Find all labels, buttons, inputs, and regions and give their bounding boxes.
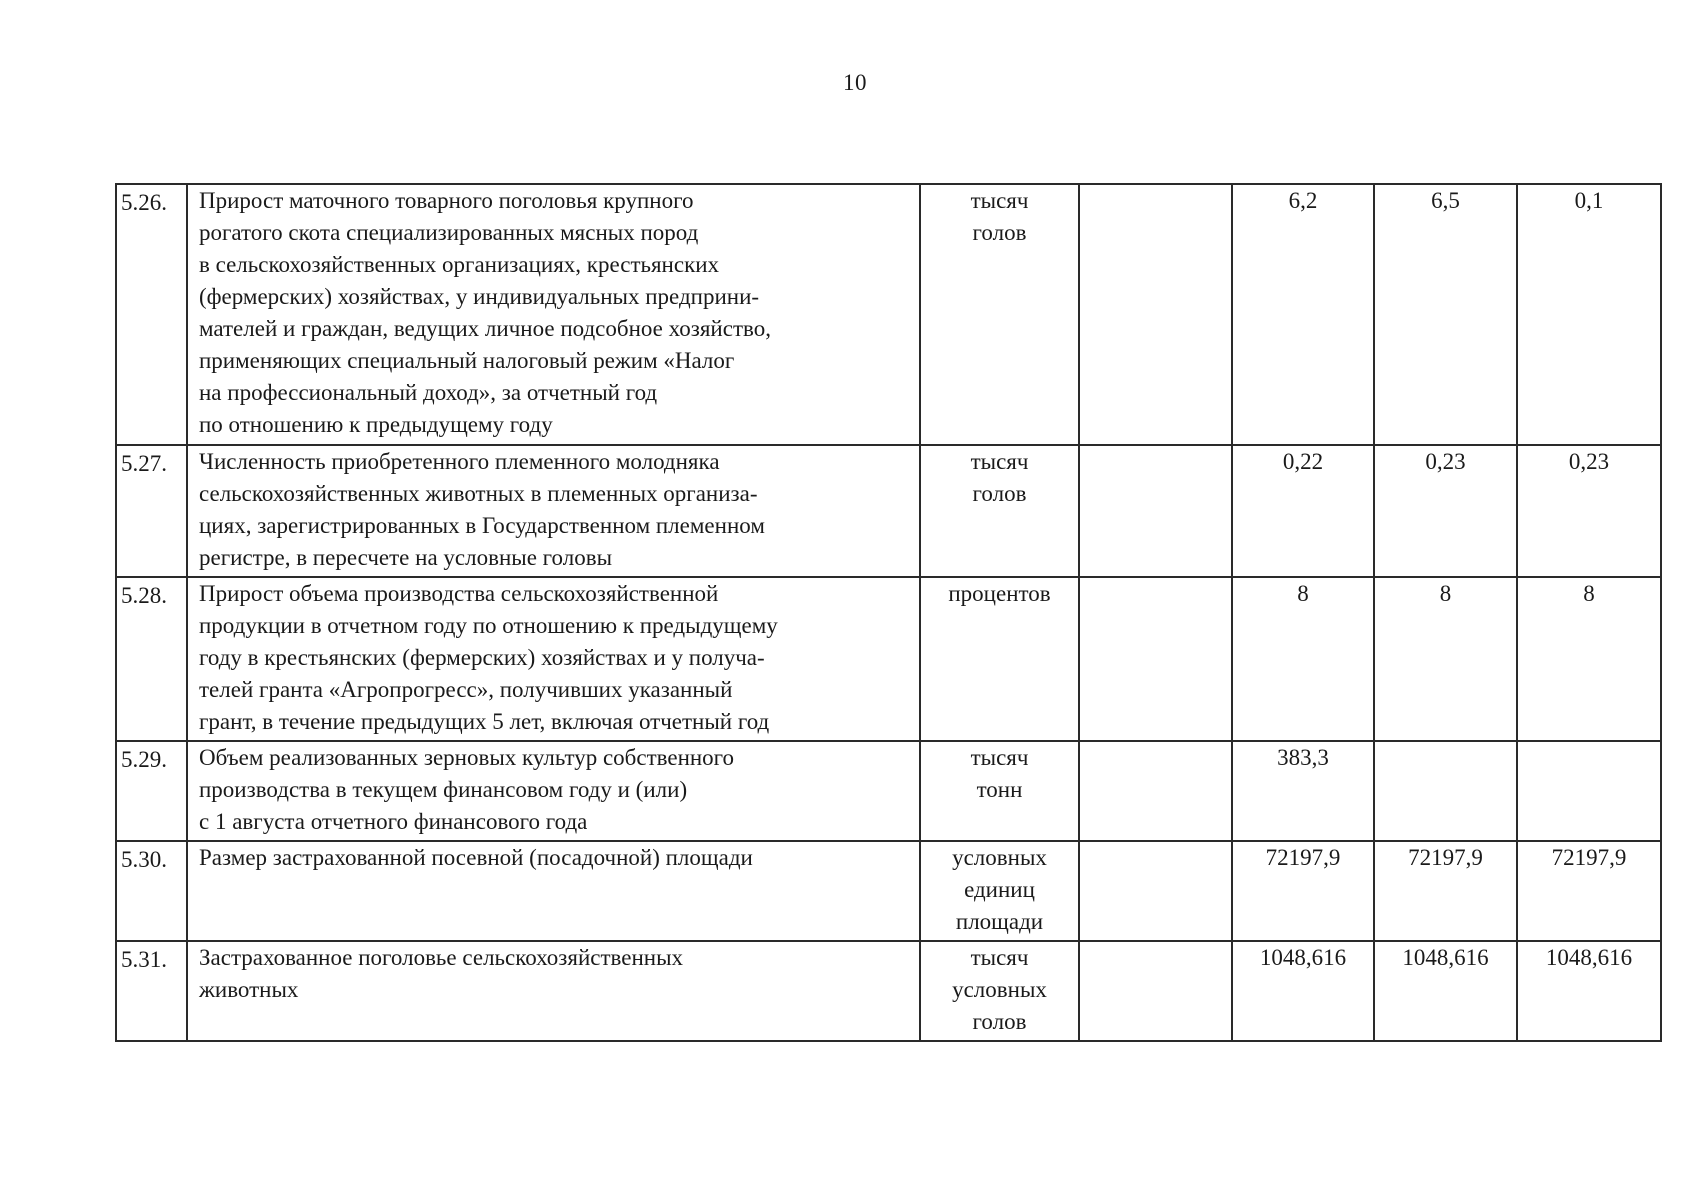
indicator-name-line: производства в текущем финансовом году и (или) <box>199 777 688 802</box>
row-number: 5.29. <box>116 741 187 841</box>
indicator-name-line: регистре, в пересчете на условные головы <box>199 545 613 570</box>
indicator-name-line: по отношению к предыдущему году <box>199 412 553 437</box>
table-row <box>116 841 1661 941</box>
indicator-name-line: (фермерских) хозяйствах, у индивидуальных предприни- <box>199 284 760 309</box>
indicator-name-line: Прирост маточного товарного поголовья крупного <box>199 188 694 213</box>
indicator-name-line: рогатого скота специализированных мясных пород <box>199 220 699 245</box>
unit-of-measure <box>920 577 1079 741</box>
table-row <box>116 184 1661 445</box>
unit-line: голов <box>972 1009 1027 1034</box>
value-cell-1: 383,3 <box>1232 741 1374 841</box>
unit-line: тонн <box>976 777 1023 802</box>
value-cell-3: 0,1 <box>1517 184 1661 445</box>
unit-line: голов <box>972 481 1027 506</box>
indicator-name-line: на профессиональный доход», за отчетный год <box>199 380 658 405</box>
unit-of-measure <box>920 184 1079 445</box>
indicator-name <box>187 741 920 841</box>
unit-of-measure <box>920 741 1079 841</box>
indicator-name <box>187 577 920 741</box>
value-cell-3: 8 <box>1517 577 1661 741</box>
row-number: 5.31. <box>116 941 187 1041</box>
value-cell-2: 1048,616 <box>1374 941 1517 1041</box>
base-value-cell <box>1079 184 1232 445</box>
indicator-name <box>187 184 920 445</box>
base-value-cell <box>1079 941 1232 1041</box>
indicator-name-line: применяющих специальный налоговый режим «Налог <box>199 348 735 373</box>
unit-line: тысяч <box>970 188 1029 213</box>
indicator-name-line: животных <box>199 977 299 1002</box>
value-cell-1: 72197,9 <box>1232 841 1374 941</box>
base-value-cell <box>1079 445 1232 577</box>
indicator-name-line: телей гранта «Агропрогресс», получивших указанный <box>199 677 733 702</box>
indicator-name <box>187 445 920 577</box>
value-cell-2: 6,5 <box>1374 184 1517 445</box>
indicator-name-line: Численность приобретенного племенного молодняка <box>199 449 720 474</box>
row-number: 5.30. <box>116 841 187 941</box>
indicator-name-line: грант, в течение предыдущих 5 лет, включая отчетный год <box>199 709 770 734</box>
unit-line: единиц <box>964 877 1035 902</box>
unit-line: условных <box>952 845 1047 870</box>
base-value-cell <box>1079 841 1232 941</box>
indicator-name-line: продукции в отчетном году по отношению к предыдущему <box>199 613 778 638</box>
unit-line: тысяч <box>970 945 1029 970</box>
indicator-name <box>187 841 920 941</box>
base-value-cell <box>1079 577 1232 741</box>
row-number: 5.28. <box>116 577 187 741</box>
value-cell-2: 72197,9 <box>1374 841 1517 941</box>
indicators-table <box>115 183 1662 1042</box>
value-cell-3 <box>1517 741 1661 841</box>
value-cell-3: 1048,616 <box>1517 941 1661 1041</box>
value-cell-1: 1048,616 <box>1232 941 1374 1041</box>
unit-of-measure <box>920 841 1079 941</box>
unit-of-measure <box>920 445 1079 577</box>
value-cell-3: 0,23 <box>1517 445 1661 577</box>
unit-line: голов <box>972 220 1027 245</box>
indicator-name-line: Застрахованное поголовье сельскохозяйственных <box>199 945 684 970</box>
unit-of-measure <box>920 941 1079 1041</box>
unit-line: тысяч <box>970 745 1029 770</box>
table-row <box>116 445 1661 577</box>
indicator-name-line: с 1 августа отчетного финансового года <box>199 809 588 834</box>
value-cell-1: 8 <box>1232 577 1374 741</box>
indicator-name-line: году в крестьянских (фермерских) хозяйствах и у получа- <box>199 645 765 670</box>
indicator-name-line: Прирост объема производства сельскохозяйственной <box>199 581 719 606</box>
row-number: 5.26. <box>116 184 187 445</box>
row-number: 5.27. <box>116 445 187 577</box>
table-row <box>116 741 1661 841</box>
indicator-name-line: мателей и граждан, ведущих личное подсобное хозяйство, <box>199 316 771 341</box>
unit-line: процентов <box>948 581 1051 606</box>
unit-line: площади <box>955 909 1044 934</box>
unit-line: условных <box>952 977 1047 1002</box>
value-cell-2: 0,23 <box>1374 445 1517 577</box>
indicator-name-line: Размер застрахованной посевной (посадочной) площади <box>199 845 753 870</box>
indicator-name-line: в сельскохозяйственных организациях, крестьянских <box>199 252 720 277</box>
unit-line: тысяч <box>970 449 1029 474</box>
indicator-name-line: Объем реализованных зерновых культур собственного <box>199 745 735 770</box>
indicator-name-line: сельскохозяйственных животных в племенных организа- <box>199 481 758 506</box>
page-number: 10 <box>843 70 867 95</box>
value-cell-2 <box>1374 741 1517 841</box>
indicator-name-line: циях, зарегистрированных в Государственном племенном <box>199 513 765 538</box>
table-row <box>116 577 1661 741</box>
base-value-cell <box>1079 741 1232 841</box>
table-row <box>116 941 1661 1041</box>
value-cell-3: 72197,9 <box>1517 841 1661 941</box>
indicator-name <box>187 941 920 1041</box>
value-cell-2: 8 <box>1374 577 1517 741</box>
value-cell-1: 0,22 <box>1232 445 1374 577</box>
value-cell-1: 6,2 <box>1232 184 1374 445</box>
